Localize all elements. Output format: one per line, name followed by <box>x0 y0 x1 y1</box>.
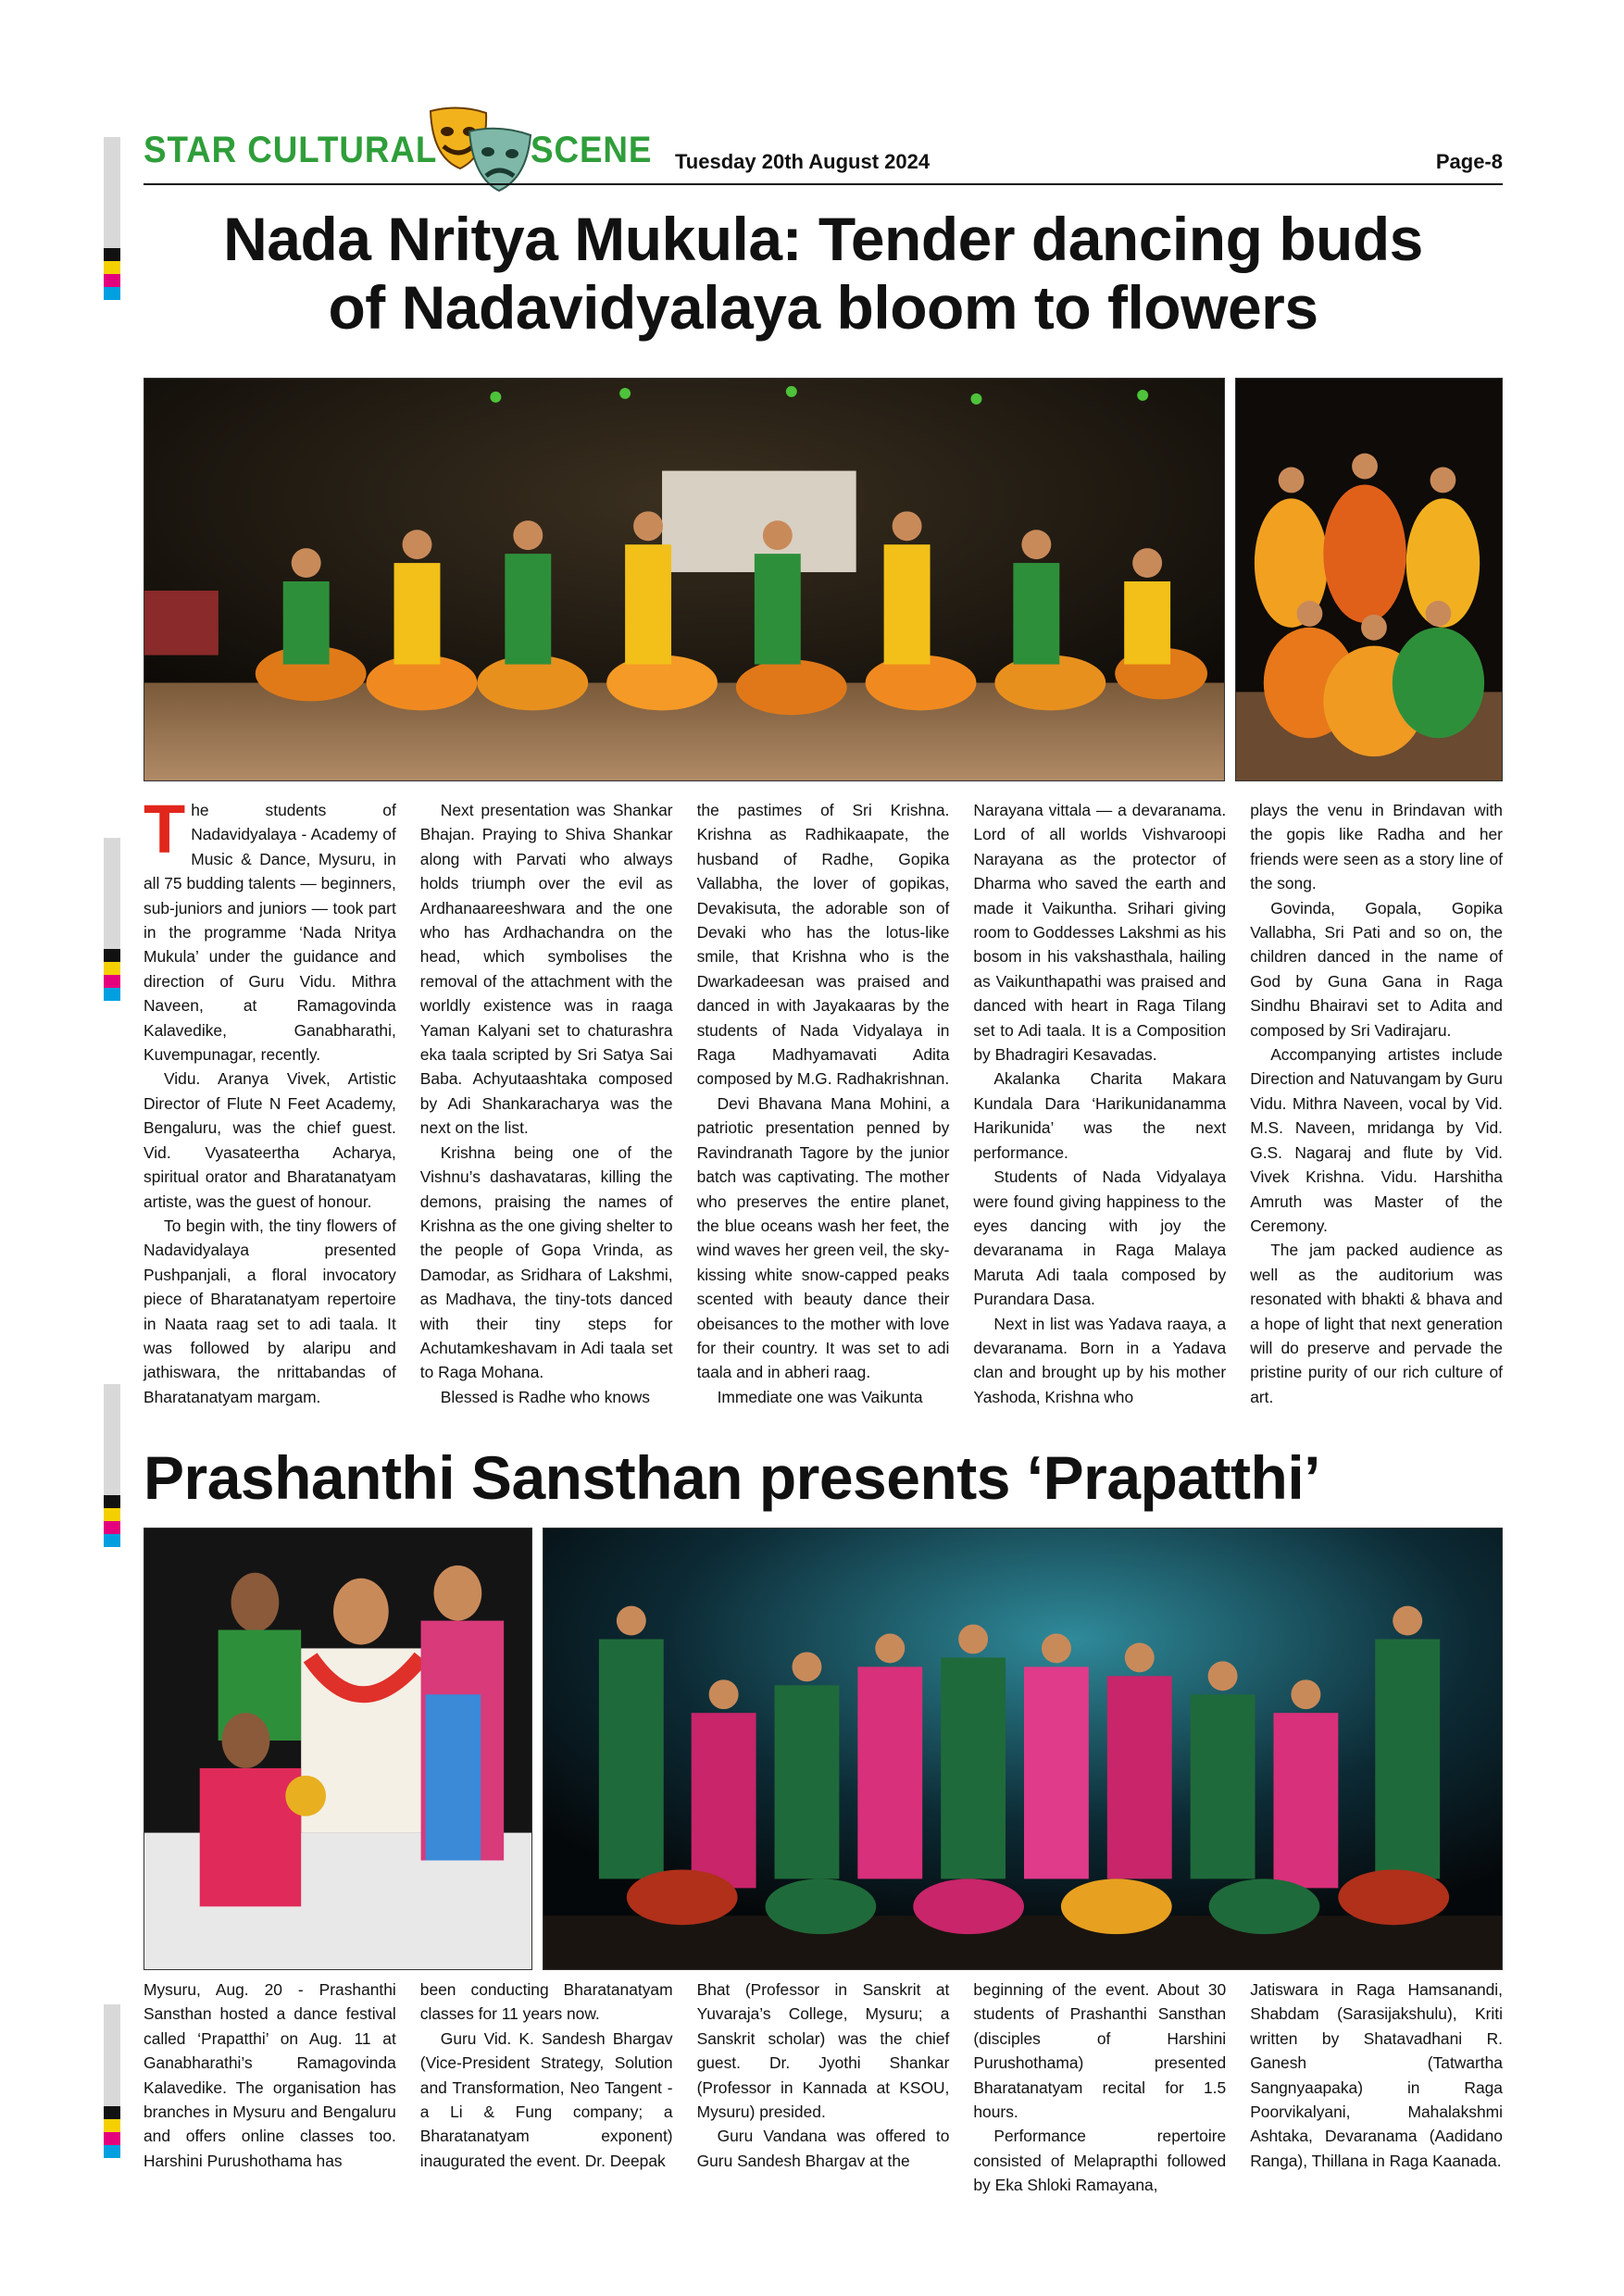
article2-column-2 <box>420 1978 673 2255</box>
article2-paragraph: Performance repertoire consisted of Melaprapthi followed by Eka Shloki Ramayana, <box>973 2127 1227 2195</box>
registration-mark-lower-middle <box>104 1384 120 1547</box>
page-number: Page-8 <box>1435 150 1503 173</box>
registration-mark-top <box>104 137 120 300</box>
article1-paragraph: the pastimes of Sri Krishna. Krishna as Radhikaapate, the husband of Radhe, Gopika Vallabha, the lover of gopikas, Devakisuta, the adorable son of Devaki who has the lotus-like smile, that Krishna who is the Dwarkadeesan was praised and danced in with Jayakaaras by the students of Nada Vidyalaya in Raga Madhyamavati Adita composed by M.G. Radhakrishnan. <box>696 801 950 1089</box>
article1-main-photo <box>144 378 1225 781</box>
article1-paragraph: Vidu. Aranya Vivek, Artistic Director of Flute N Feet Academy, Bengaluru, was the chief guest. Vid. Vyasateertha Acharya, spiritual orator and Bharatanatyam artiste, was the guest of honour. <box>144 1069 396 1211</box>
article1-paragraph: To begin with, the tiny flowers of Nadavidyalaya presented Pushpanjali, a floral invocatory piece of Bharatanatyam repertoire in Naata raag set to adi taala. It was followed by alaripu and jathiswara, the nrittabandas of Bharatanatyam margam. <box>144 1216 396 1406</box>
article1-side-photo <box>1235 378 1503 781</box>
article2-column-4 <box>973 1978 1226 2255</box>
article2-paragraph: Guru Vid. K. Sandesh Bhargav (Vice-President Strategy, Solution and Transformation, Neo Tangent - a Li & Fung company; a Bharatanatyam exponent) inaugurated the event. Dr. Deepak <box>419 2028 673 2170</box>
article1-paragraph: Next presentation was Shankar Bhajan. Praying to Shiva Shankar along with Parvati who always holds triumph over the evil as Ardhanaareeshwara and the one who has Ardhachandra on the head, which symbolises the removal of the attachment with the worldly existence was in raaga Yaman Kalyani set to chaturashra eka taala scripted by Sri Satya Sai Baba. Achyutaashtaka composed by Adi Shankaracharya was the next on the list. <box>419 801 673 1138</box>
article1-paragraph: Govinda, Gopala, Gopika Vallabha, Sri Pati and so on, the children danced in the name of God by Guna Gana in Raga Sindhu Bhairavi set to Adita and composed by Sri Vadirajaru. <box>1250 898 1503 1040</box>
article1-column-5 <box>1250 798 1503 1437</box>
article1-dropcap: T <box>144 791 186 867</box>
article1-body <box>144 791 1503 1437</box>
article1-paragraph: plays the venu in Brindavan with the gopis like Radha and her friends were seen as a story line of the song. <box>1250 801 1503 893</box>
article1-paragraph: Narayana vittala — a devaranama. Lord of all worlds Vishvaroopi Narayana as the protector of Dharma who saved the earth and made it Vaikuntha. Srihari giving room to Goddesses Lakshmi as his bosom in his vakshasthala, hailing as Vaikunthapathi was praised and danced with heart in Raga Tilang set to Adi taala. It is a Composition by Bhadragiri Kesavadas. <box>973 801 1227 1065</box>
article1-headline <box>144 206 1503 343</box>
article2-paragraph: Guru Vandana was offered to Guru Sandesh Bhargav at the <box>696 2127 950 2170</box>
article1-paragraph: Blessed is Radhe who knows <box>440 1387 650 1406</box>
article1-paragraph: The jam packed audience as well as the auditorium was resonated with bhakti & bhava and a hope of light that next generation will do preserve and pervade the pristine purity of our rich culture of art. <box>1250 1241 1503 1406</box>
registration-mark-bottom <box>104 2004 120 2158</box>
article1-column-1 <box>144 791 396 1437</box>
article1-paragraph: Akalanka Charita Makara Kundala Dara ‘Harikunidanamma Harikunida’ was the next performance. <box>973 1069 1227 1162</box>
article2-column-3 <box>697 1978 950 2255</box>
article1-paragraph: Accompanying artistes include Direction and Natuvangam by Guru Vidu. Mithra Naveen, vocal by Vid. M.S. Naveen, mridanga by Vid. G.S. Nagaraj and flute by Vid. Vivek Krishna. Vidu. Harshitha Amruth was Master of the Ceremony. <box>1250 1045 1503 1235</box>
article1-paragraph: Students of Nada Vidyalaya were found giving happiness to the eyes dancing with joy the devaranama in Raga Malaya Maruta Adi taala composed by Purandara Dasa. <box>973 1167 1227 1309</box>
article1-paragraph: he students of Nadavidyalaya - Academy of Music & Dance, Mysuru, in all 75 budding talents — beginners, sub-juniors and juniors — took part in the programme ‘Nada Nritya Mukula’ under the guidance and direction of Guru Vidu. Mithra Naveen, at Ramagovinda Kalavedike, Ganabharathi, Kuvempunagar, recently. <box>144 801 396 1065</box>
article2-paragraph: Jatiswara in Raga Hamsanandi, Shabdam (Sarasijakshulu), Kriti written by Shatavadhani R. Ganesh (Tatwartha Sangnyaapaka) in Raga Poorvikalyani, Mahalakshmi Ashtaka, Devaranama (Aadidano Ranga), Thillana in Raga Kaanada. <box>1250 1980 1503 2170</box>
article2-paragraph: Bhat (Professor in Sanskrit at Yuvaraja’s College, Mysuru; a Sanskrit scholar) was the chief guest. Dr. Jyothi Shankar (Professor in Kannada at KSOU, Mysuru) presided. <box>696 1980 950 2122</box>
article2-headline: Prashanthi Sansthan presents ‘Prapatthi’ <box>144 1443 1320 1512</box>
article1-paragraph: Devi Bhavana Mana Mohini, a patriotic presentation penned by Ravindranath Tagore by the junior batch was captivating. The mother who preserves the entire planet, the blue oceans wash her feet, the wind waves her green veil, the sky-kissing white snow-capped peaks scented with beauty dance their obeisances to the mother with love for their country. It was set to adi taala and in abheri raag. <box>696 1093 950 1382</box>
article2-main-photo <box>543 1528 1503 1970</box>
article2-column-5 <box>1250 1978 1503 2255</box>
article2-paragraph: Mysuru, Aug. 20 - Prashanthi Sansthan hosted a dance festival called ‘Prapatthi’ on Aug. 11 at Ganabharathi’s Ramagovinda Kalavedike. The organisation has branches in Mysuru and Bengaluru and offers online classes too. Harshini Purushothama has <box>144 1980 396 2170</box>
masthead <box>144 104 1503 187</box>
publication-date: Tuesday 20th August 2024 <box>675 150 931 173</box>
article2-body <box>144 1978 1503 2255</box>
theatre-masks-icon <box>421 104 542 196</box>
article1-headline-line2: of Nadavidyalaya bloom to flowers <box>328 272 1318 342</box>
article1-column-4 <box>973 798 1226 1437</box>
article1-column-2 <box>420 798 673 1437</box>
article2-paragraph: been conducting Bharatanatyam classes for 11 years now. <box>419 1980 673 2024</box>
article1-headline-line1: Nada Nritya Mukula: Tender dancing buds <box>223 205 1423 273</box>
article1-paragraph: Immediate one was Vaikunta <box>717 1387 923 1406</box>
article1-paragraph: Krishna being one of the Vishnu’s dashavataras, killing the demons, praising the names of Krishna as the one giving shelter to the people of Gopa Vrinda, as Damodar, as Sridhara of Lakshmi, as Madhava, the tiny-tots danced with their tiny steps for Achutamkeshavam in Adi taala set to Raga Mohana. <box>419 1142 673 1382</box>
brand-left: STAR CULTURAL <box>144 130 438 170</box>
article1-column-3 <box>697 798 950 1437</box>
article2-paragraph: beginning of the event. About 30 students of Prashanthi Sansthan (disciples of Harshini Purushothama) presented Bharatanatyam recital for 1.5 hours. <box>973 1980 1227 2122</box>
article2-left-photo <box>144 1528 532 1970</box>
article1-paragraph: Next in list was Yadava raaya, a devaranama. Born in a Yadava clan and brought up by his mother Yashoda, Krishna who <box>973 1314 1227 1406</box>
article2-column-1 <box>144 1978 396 2255</box>
registration-mark-upper-middle <box>104 838 120 1001</box>
masthead-rule <box>144 183 1503 185</box>
brand-right: SCENE <box>531 130 653 170</box>
